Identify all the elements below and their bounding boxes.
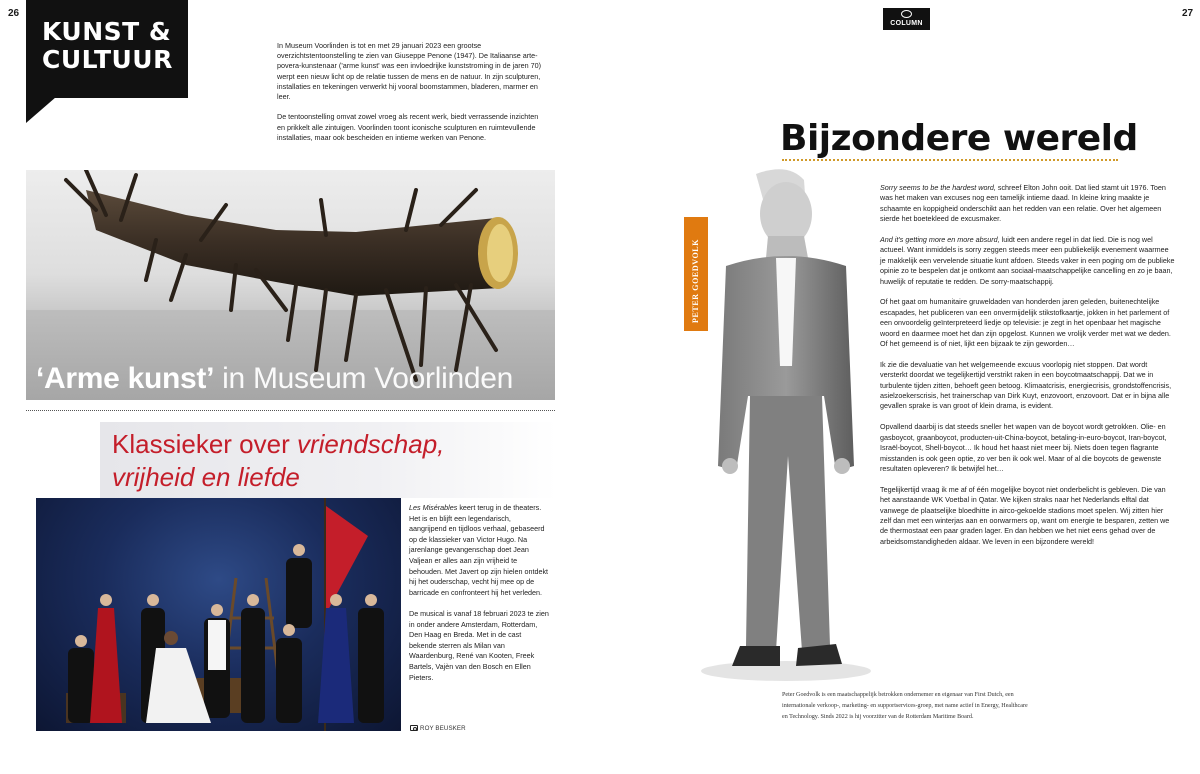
page-number-left: 26: [8, 8, 20, 19]
author-name-tab: [684, 217, 708, 331]
camera-icon: [410, 725, 418, 731]
author-portrait: [696, 166, 876, 686]
article2-title-italic-1: vriendschap,: [296, 429, 445, 459]
page-number-right: 27: [1182, 8, 1194, 19]
article1-title-light: in Museum Voorlinden: [222, 362, 514, 395]
les-miserables-title: Les Misérables: [409, 503, 458, 512]
article1-intro: [277, 41, 543, 143]
column-paragraph-4: [880, 360, 1175, 412]
column-headline: Bijzondere wereld: [780, 118, 1138, 159]
article2-paragraph-1: keert terug in de theaters. Het is en blijft een legendarisch, aangrijpend en tijdloos verhaal, gebaseerd op de klassieker van Victor Hugo. Na jarenlange gevangenschap doet Jean Valjean er alles aan zijn vrijheid te behouden. Met Javert op zijn hielen ontdekt hij het ouderschap, vecht hij mee op de barricade en confronteert hij het verleden.: [409, 503, 549, 597]
headline-underline: [782, 159, 1118, 161]
section-divider: [26, 410, 555, 411]
article2-title-italic-2: vrijheid en liefde: [112, 462, 300, 492]
column-paragraph-5: [880, 422, 1175, 474]
author-name: PETER GOEDVOLK: [691, 238, 700, 323]
column-label: COLUMN: [890, 20, 923, 27]
column-body: [880, 183, 1175, 558]
article1-title: [36, 362, 513, 396]
column-paragraph-2: [880, 235, 1175, 287]
paragraph-text: Tegelijkertijd vraag ik me af of één mogelijke boycot niet onderbelicht is gebleven. Die van het aanstaande WK Voetbal in Qatar. We kijken straks naar het Nederlands elftal dat vanwege de plaatselijke bloedhitte in airco-gekoelde stadions moet spelen. Wij zitten hier zelf dan met een winterjas aan en oorwarmers op, want om energie te besparen, zetten we de thermostaat een paar graden lager. En dan hebben we het niet eens gehad over de arbeidsomstandigheden aldaar. We leven in een bijzondere wereld!: [880, 484, 1170, 546]
paragraph-italic-lead: Sorry seems to be the hardest word,: [880, 183, 996, 192]
paragraph-text: Opvallend daarbij is dat steeds sneller het wapen van de boycot wordt getrokken. Olie- en gasboycot, graanboycot, producten-uit-China-boycot, betaling-in-euro-boycot, Iran-boycot, Israël-boycot, Shell-boycot… Ik houd het haast niet meer bij. Niets doen tegen flagrante misstanden is ook geen optie, zo ver ben ik ook wel. Maar of al die boycots de gewenste resultaten opleveren? Ik betwijfel het…: [880, 422, 1167, 473]
column-paragraph-3: [880, 297, 1175, 349]
section-label: KUNST & CULTUUR: [42, 17, 173, 74]
eye-icon: [901, 10, 912, 18]
article2-paragraph-2: De musical is vanaf 18 februari 2023 te zien in onder andere Amsterdam, Rotterdam, Den Haag en Breda. Met in de cast bekende sterren als Milan van Waardenburg, René van Kooten, Freek Bartels, Vajèn van den Bosch en Ellen Pieters.: [409, 608, 549, 682]
paragraph-text: schreef Elton John ooit. Dat lied stamt uit 1976. Toen was het maken van excuses nog een tamelijk intieme daad. In kleine kring maakte je schaamte en koppigheid onderschikt aan het redden van een relatie. Over het algemeen sierde het boetekleed de excusmaker.: [880, 183, 1166, 224]
article2-title: [112, 428, 444, 494]
photo-credit-text: ROY BEUSKER: [420, 725, 466, 732]
article1-paragraph-2: De tentoonstelling omvat zowel vroeg als recent werk, biedt verrassende inzichten en prikkelt alle zintuigen. Voorlinden toont iconische sculpturen en ruimtevullende installaties, maar ook bescheiden en intieme werken van Penone.: [277, 112, 539, 142]
paragraph-text: Of het gaat om humanitaire gruweldaden van honderden jaren geleden, buitenechtelijke escapades, het publiceren van een onvermijdelijk stikstofkaartje, jokken in het parlement of een onvoordelig geïnterpreteerd liedje op televisie: je zegt in het openbaar het magische woord en daarmee moet het dan zijn opgelost. Kunnen we vrolijk verder met wat we deden. Of het gemeend is of niet, lijkt een bijzaak te zijn geworden…: [880, 297, 1171, 349]
article2-photo-credit: [410, 724, 466, 735]
les-miserables-cast-photo: [36, 498, 401, 731]
author-bio: Peter Goedvolk is een maatschappelijk betrokken ondernemer en eigenaar van First Dutch, een internationale verkoop-, marketing- en supportservices-groep, met name actief in Energy, Healthcare en Technology. Sinds 2022 is hij voorzitter van de Rotterdam Maritime Board.: [782, 692, 1028, 720]
section-label-tail: [26, 97, 56, 123]
cast-group: [36, 498, 401, 731]
article1-paragraph-1: In Museum Voorlinden is tot en met 29 januari 2023 een grootse overzichtstentoonstelling te zien van Giuseppe Penone (1947). De Italiaanse arte-povera-kunstenaar ('arme kunst' was een invloedrijke kunststroming in de jaren 70) werpt een nieuw licht op de relatie tussen de mens en de natuur. In zijn sculpturen, installaties en tekeningen verwerkt hij vooral boomstammen, bladeren, marmer en leer.: [277, 41, 542, 102]
article2-title-normal: Klassieker over: [112, 429, 297, 459]
column-paragraph-1: [880, 183, 1175, 225]
paragraph-text: luidt een andere regel in dat lied. Die is nog wel actueel. Want inmiddels is sorry zeggen steeds meer een publiekelijk evenement waarmee je makkelijk een vervelende situatie kunt afdoen. Steeds vaker in een poging om de publieke opinie zo te bespelen dat je ontkomt aan sociaal-maatschappelijke cancelling en zo je baan, huwelijk of reputatie te redden. De sorry-maatschappij.: [880, 235, 1175, 286]
column-paragraph-6: [880, 485, 1175, 547]
article2-body: [409, 503, 549, 683]
paragraph-text: Ik zie die devaluatie van het welgemeende excuus voorlopig niet stoppen. Dat wordt versterkt doordat we tegelijkertijd verstrikt raken in een boycotmaatschappij. Dat we in turbulente tijden zitten, behoeft geen betoog. Klimaatcrisis, energiecrisis, grondstoffencrisis, asielzoekerscrisis, het trainerschap van Dirk Kuyt, enzovoort, enzovoort. Dat er in bijna alle gevallen sprake is van groot of klein drama, is evident.: [880, 359, 1172, 411]
column-label-tab: [883, 8, 930, 30]
paragraph-italic-lead: And it's getting more en more absurd,: [880, 235, 1000, 245]
article1-title-bold: ‘Arme kunst’: [36, 362, 215, 395]
